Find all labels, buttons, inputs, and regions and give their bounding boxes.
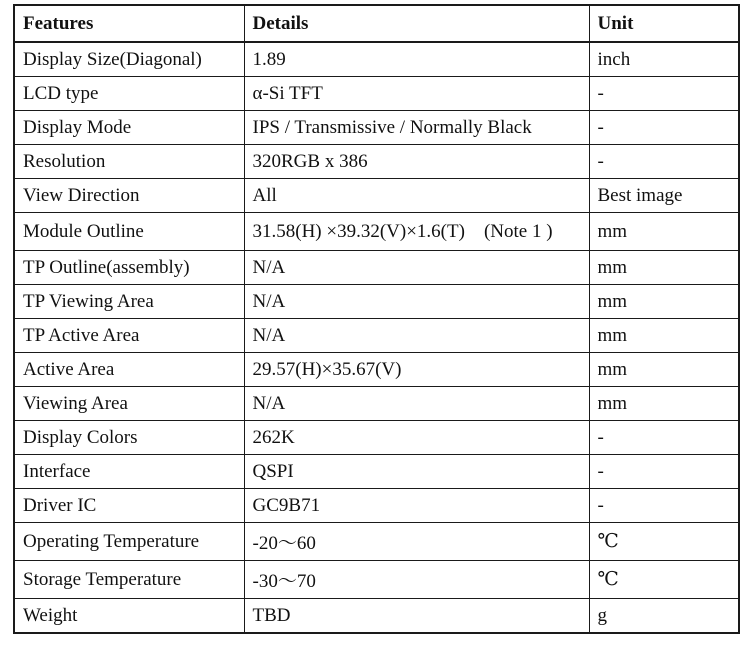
header-details: Details xyxy=(244,5,589,42)
detail-cell: -30～70 xyxy=(244,561,589,599)
feature-cell: TP Outline(assembly) xyxy=(14,251,244,285)
unit-cell: - xyxy=(589,77,739,111)
unit-cell: mm xyxy=(589,251,739,285)
table-body xyxy=(14,42,739,633)
detail-cell: N/A xyxy=(244,319,589,353)
header-row xyxy=(14,5,739,42)
unit-cell: ℃ xyxy=(589,561,739,599)
table-row xyxy=(14,111,739,145)
unit-cell: - xyxy=(589,145,739,179)
table-row xyxy=(14,285,739,319)
table-row xyxy=(14,213,739,251)
table-row xyxy=(14,489,739,523)
table-row xyxy=(14,42,739,77)
feature-cell: View Direction xyxy=(14,179,244,213)
unit-cell: mm xyxy=(589,353,739,387)
feature-cell: Driver IC xyxy=(14,489,244,523)
detail-cell: 31.58(H) ×39.32(V)×1.6(T) (Note 1 ) xyxy=(244,213,589,251)
table-row xyxy=(14,145,739,179)
table-row xyxy=(14,523,739,561)
table-header xyxy=(14,5,739,42)
header-features: Features xyxy=(14,5,244,42)
unit-cell: mm xyxy=(589,285,739,319)
feature-cell: Module Outline xyxy=(14,213,244,251)
feature-cell: Resolution xyxy=(14,145,244,179)
header-unit: Unit xyxy=(589,5,739,42)
detail-cell: -20～60 xyxy=(244,523,589,561)
detail-cell: GC9B71 xyxy=(244,489,589,523)
table-row xyxy=(14,77,739,111)
table-row xyxy=(14,179,739,213)
unit-cell: g xyxy=(589,599,739,634)
unit-cell: - xyxy=(589,421,739,455)
table-row xyxy=(14,319,739,353)
table-row xyxy=(14,561,739,599)
unit-cell: - xyxy=(589,455,739,489)
unit-cell: Best image xyxy=(589,179,739,213)
detail-cell: TBD xyxy=(244,599,589,634)
table-row xyxy=(14,421,739,455)
detail-cell: 320RGB x 386 xyxy=(244,145,589,179)
table-row xyxy=(14,387,739,421)
table-row xyxy=(14,251,739,285)
feature-cell: TP Active Area xyxy=(14,319,244,353)
feature-cell: Interface xyxy=(14,455,244,489)
feature-cell: Viewing Area xyxy=(14,387,244,421)
feature-cell: Operating Temperature xyxy=(14,523,244,561)
detail-cell: IPS / Transmissive / Normally Black xyxy=(244,111,589,145)
detail-cell: 29.57(H)×35.67(V) xyxy=(244,353,589,387)
specifications-table xyxy=(13,4,740,634)
feature-cell: Weight xyxy=(14,599,244,634)
detail-cell: α-Si TFT xyxy=(244,77,589,111)
table-row xyxy=(14,599,739,634)
unit-cell: - xyxy=(589,111,739,145)
feature-cell: TP Viewing Area xyxy=(14,285,244,319)
feature-cell: LCD type xyxy=(14,77,244,111)
detail-cell: QSPI xyxy=(244,455,589,489)
detail-cell: N/A xyxy=(244,387,589,421)
detail-cell: 1.89 xyxy=(244,42,589,77)
detail-cell: All xyxy=(244,179,589,213)
unit-cell: ℃ xyxy=(589,523,739,561)
unit-cell: - xyxy=(589,489,739,523)
feature-cell: Display Mode xyxy=(14,111,244,145)
feature-cell: Active Area xyxy=(14,353,244,387)
unit-cell: mm xyxy=(589,387,739,421)
unit-cell: inch xyxy=(589,42,739,77)
detail-cell: N/A xyxy=(244,251,589,285)
table-row xyxy=(14,353,739,387)
feature-cell: Display Size(Diagonal) xyxy=(14,42,244,77)
unit-cell: mm xyxy=(589,213,739,251)
feature-cell: Storage Temperature xyxy=(14,561,244,599)
detail-cell: 262K xyxy=(244,421,589,455)
unit-cell: mm xyxy=(589,319,739,353)
detail-cell: N/A xyxy=(244,285,589,319)
feature-cell: Display Colors xyxy=(14,421,244,455)
table-row xyxy=(14,455,739,489)
